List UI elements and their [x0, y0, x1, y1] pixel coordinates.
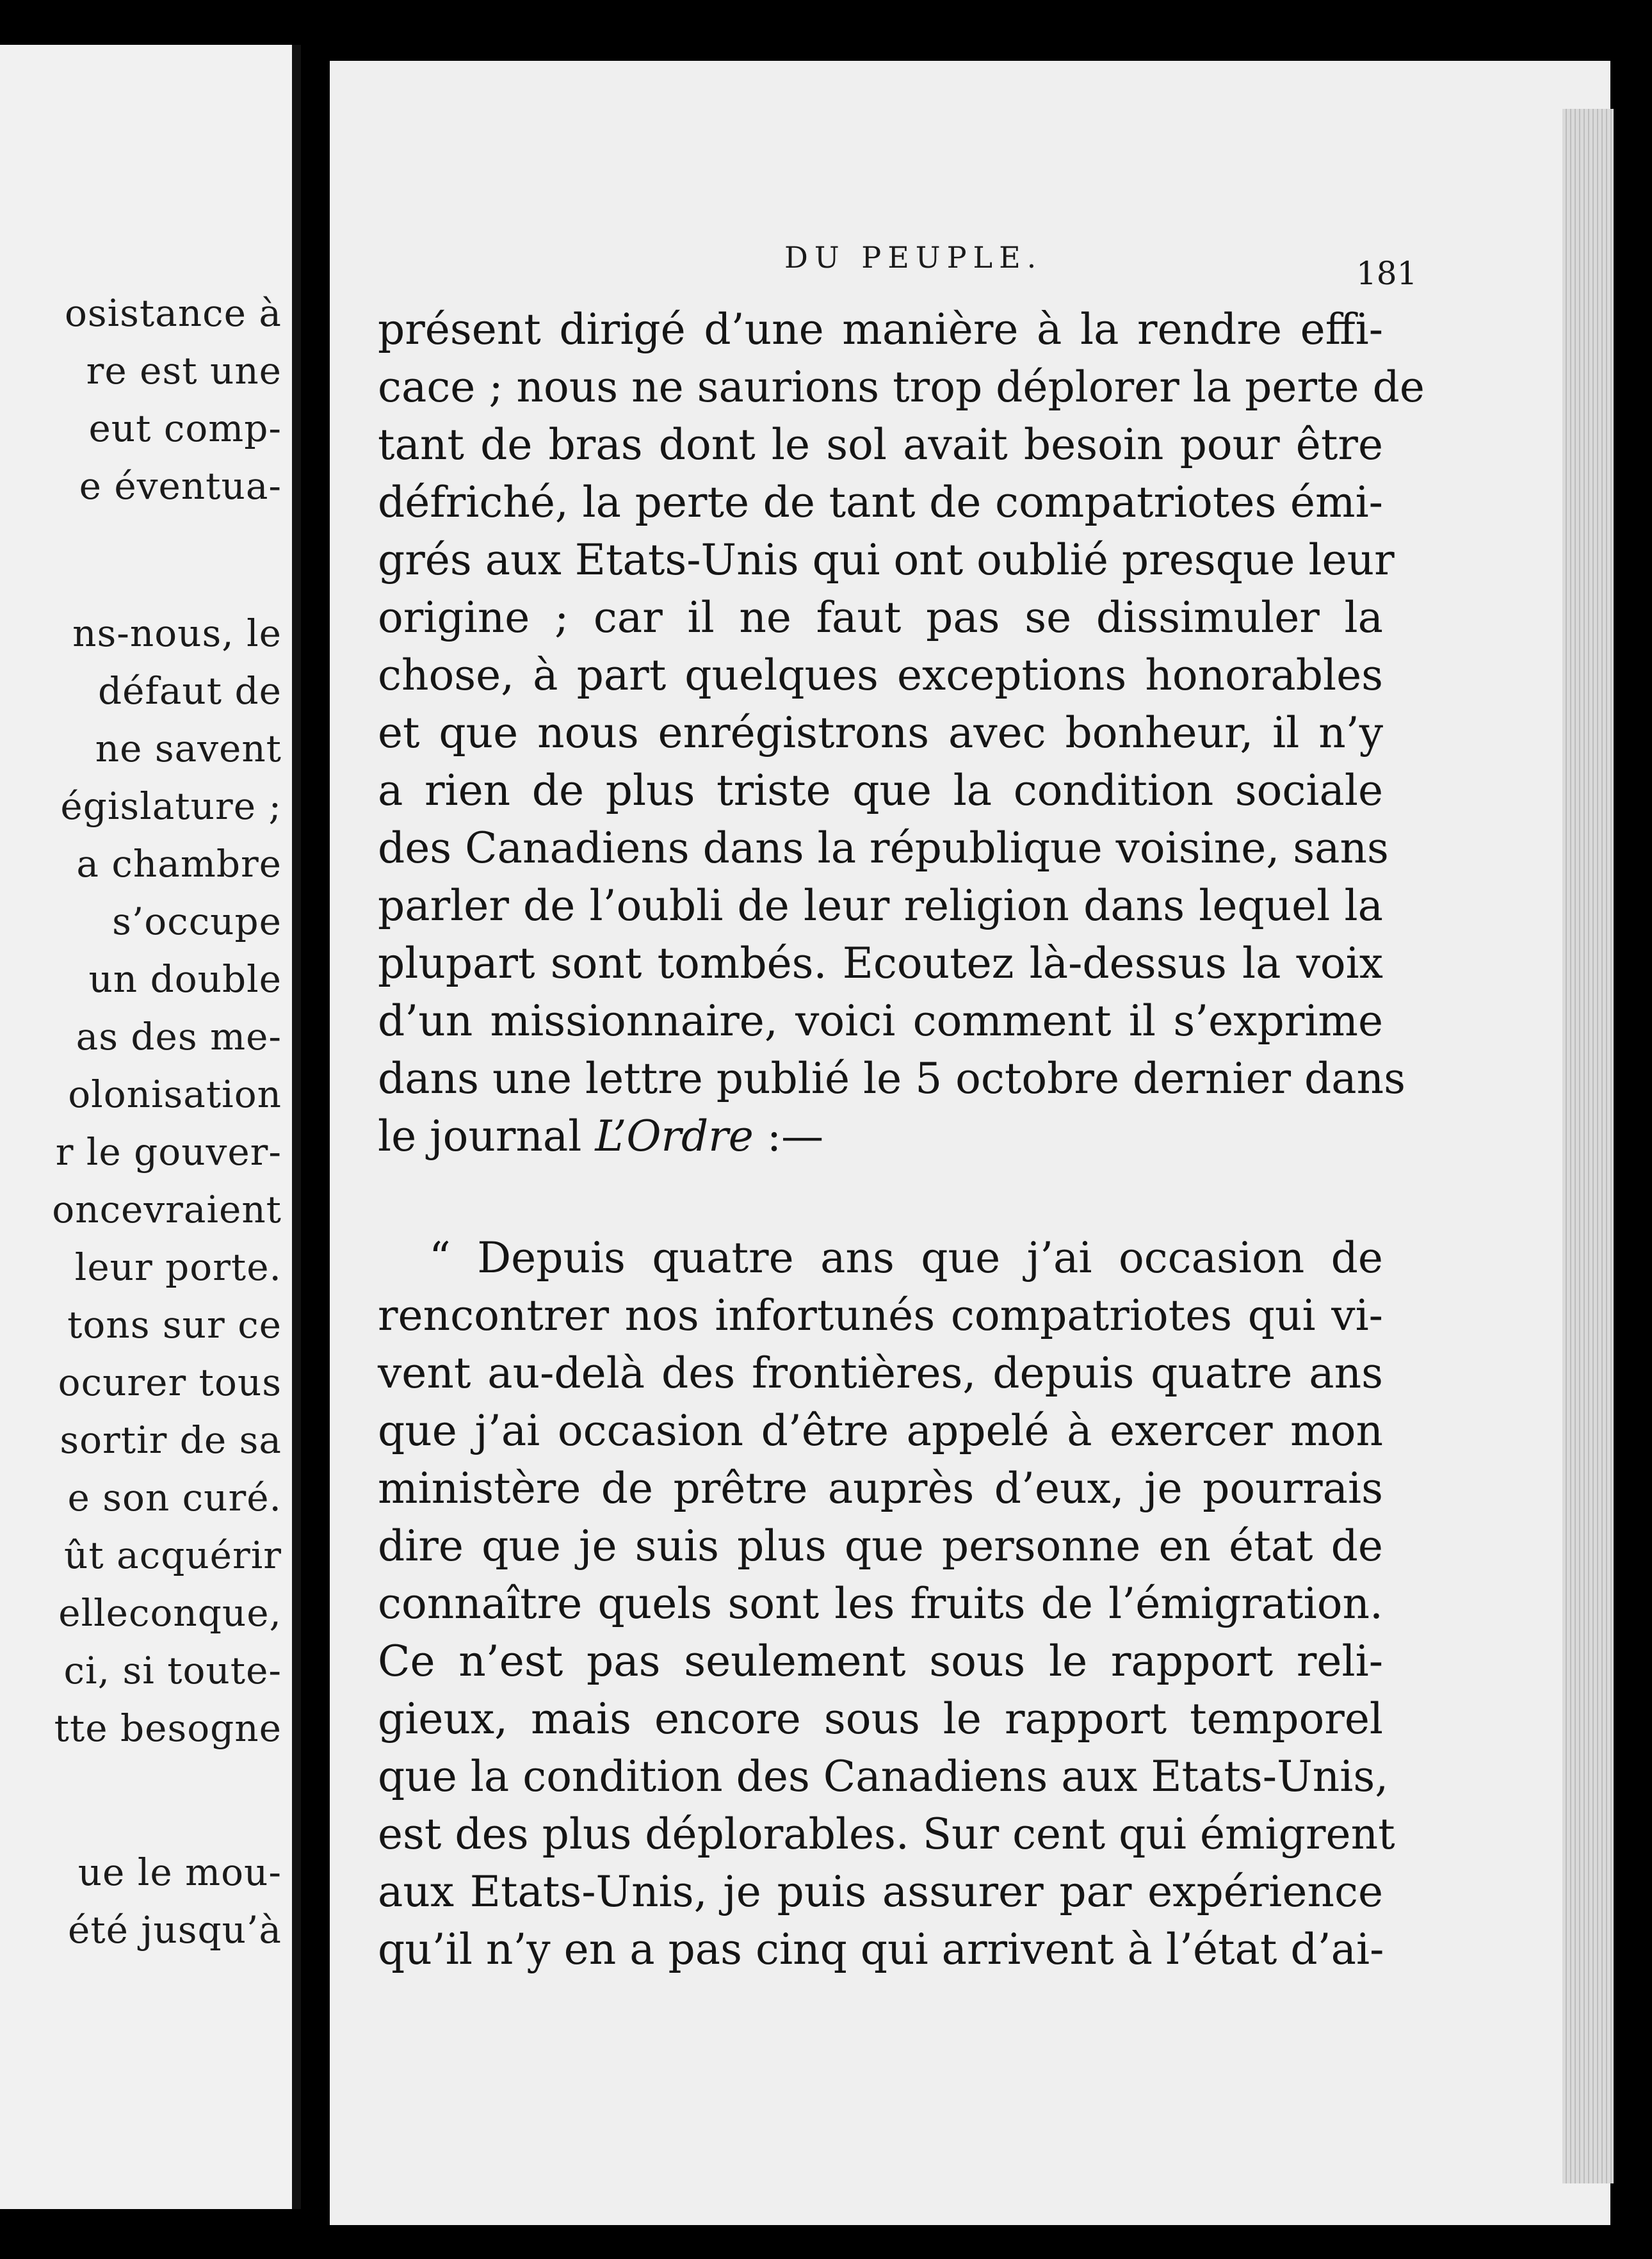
- last-line-text: le journal: [378, 1112, 595, 1161]
- left-page-line: as des me-: [76, 1015, 282, 1058]
- left-page-line: défaut de: [97, 669, 282, 713]
- left-page-line: re est une: [86, 349, 282, 393]
- left-page-line: eut comp-: [88, 407, 282, 450]
- text-line: que j’ai occasion d’être appelé à exercer mon: [378, 1406, 1383, 1455]
- journal-title: L’Ordre: [595, 1112, 754, 1161]
- left-page-line: ns-nous, le: [72, 611, 282, 655]
- text-line: tant de bras dont le sol avait besoin pour être: [378, 420, 1383, 469]
- text-line: Ce n’est pas seulement sous le rapport reli-: [378, 1637, 1383, 1686]
- text-line: aux Etats-Unis, je puis assurer par expérience: [378, 1867, 1383, 1916]
- text-line: cace ; nous ne saurions trop déplorer la perte de: [378, 362, 1425, 412]
- left-page-line: ût acquérir: [64, 1534, 282, 1577]
- left-page-line: ue le mou-: [77, 1850, 282, 1894]
- page-edge: [1562, 109, 1614, 2183]
- left-page-line: leur porte.: [74, 1245, 282, 1289]
- text-line: des Canadiens dans la république voisine, sans: [378, 823, 1389, 873]
- text-line: que la condition des Canadiens aux Etats-Unis,: [378, 1752, 1389, 1801]
- paragraph-1-last-line: [378, 1108, 1383, 1165]
- text-line: rencontrer nos infortunés compatriotes qui vi-: [378, 1291, 1383, 1340]
- left-page-line: tons sur ce: [67, 1303, 282, 1347]
- text-line: parler de l’oubli de leur religion dans lequel la: [378, 881, 1383, 930]
- text-line: a rien de plus triste que la condition sociale: [378, 766, 1383, 815]
- text-line: dire que je suis plus que personne en état de: [378, 1521, 1383, 1571]
- left-page-line: e son curé.: [67, 1476, 282, 1519]
- text-line: plupart sont tombés. Ecoutez là-dessus la voix: [378, 939, 1383, 988]
- left-page-line: r le gouver-: [55, 1130, 282, 1174]
- left-page-line: sortir de sa: [60, 1418, 282, 1462]
- left-page-fragment: [0, 45, 301, 2209]
- left-page-line: s’occupe: [112, 900, 282, 943]
- paragraph-1: [378, 301, 1425, 1108]
- text-line: défriché, la perte de tant de compatriotes émi-: [378, 478, 1383, 527]
- text-line: et que nous enrégistrons avec bonheur, il n’y: [378, 708, 1383, 757]
- left-page-line: elleconque,: [58, 1591, 282, 1635]
- text-line: chose, à part quelques exceptions honorables: [378, 651, 1383, 700]
- left-page-line: ocurer tous: [58, 1361, 282, 1404]
- left-page-line: e éventua-: [79, 464, 282, 508]
- text-line: d’un missionnaire, voici comment il s’exprime: [378, 996, 1383, 1046]
- left-page-line: oncevraient: [52, 1188, 282, 1231]
- text-line: vent au-delà des frontières, depuis quatre ans: [378, 1348, 1383, 1398]
- left-page-line: olonisation: [68, 1073, 282, 1116]
- page-number: 181: [1356, 255, 1418, 292]
- text-line: présent dirigé d’une manière à la rendre effi-: [378, 305, 1383, 354]
- left-page-line: un double: [88, 957, 282, 1001]
- paragraph-2-quotation: [378, 1229, 1395, 1979]
- left-page-line: ne savent: [95, 727, 282, 770]
- body-text: [378, 301, 1425, 1979]
- left-page-line: été jusqu’à: [68, 1908, 282, 1952]
- left-page-line: tte besogne: [54, 1706, 282, 1750]
- text-line: “ Depuis quatre ans que j’ai occasion de: [429, 1233, 1383, 1283]
- left-page-line: ci, si toute-: [63, 1649, 282, 1692]
- text-line: origine ; car il ne faut pas se dissimuler la: [378, 593, 1383, 642]
- book-gutter: [292, 45, 301, 2209]
- running-head: DU PEUPLE.: [784, 240, 1043, 275]
- text-line: connaître quels sont les fruits de l’émigration.: [378, 1579, 1383, 1628]
- left-page-line: osistance à: [64, 291, 282, 335]
- text-line: est des plus déplorables. Sur cent qui émigrent: [378, 1810, 1395, 1859]
- left-page-line: égislature ;: [60, 784, 282, 828]
- last-line-punct: :—: [753, 1112, 824, 1161]
- paragraph-gap: [378, 1165, 1383, 1229]
- text-line: ministère de prêtre auprès d’eux, je pourrais: [378, 1464, 1383, 1513]
- text-line: grés aux Etats-Unis qui ont oublié presque leur: [378, 535, 1395, 585]
- text-line: gieux, mais encore sous le rapport temporel: [378, 1694, 1383, 1744]
- text-line: qu’il n’y en a pas cinq qui arrivent à l’état d’ai-: [378, 1925, 1384, 1974]
- left-page-line: a chambre: [76, 842, 282, 886]
- text-line: dans une lettre publié le 5 octobre dernier dans: [378, 1054, 1406, 1103]
